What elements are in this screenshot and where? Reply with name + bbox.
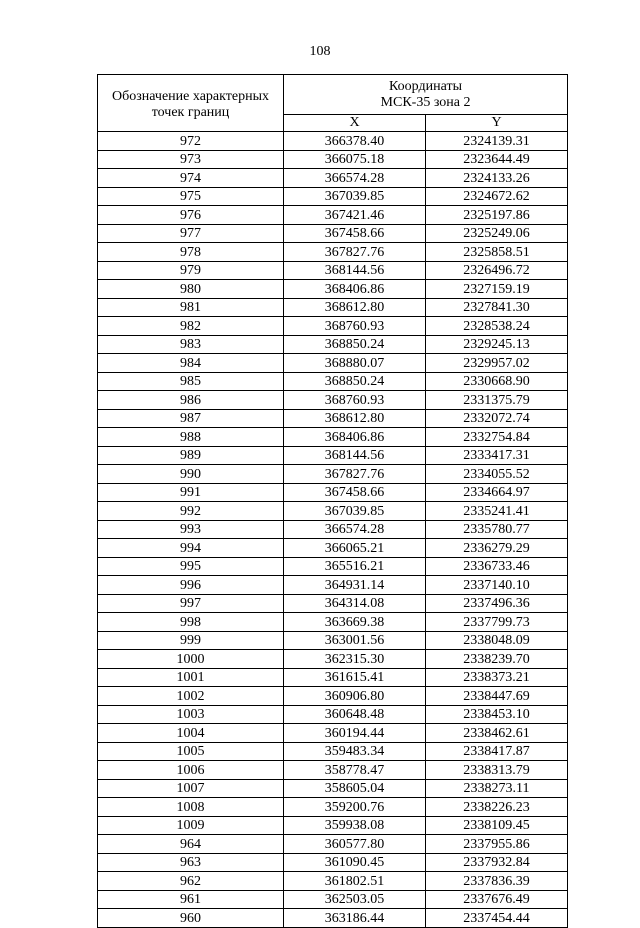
- x-cell: 360194.44: [284, 724, 426, 743]
- x-cell: 368850.24: [284, 372, 426, 391]
- table-row: [98, 298, 568, 317]
- point-cell: 983: [98, 335, 284, 354]
- point-cell: 1001: [98, 668, 284, 687]
- x-cell: 364931.14: [284, 576, 426, 595]
- table-row: [98, 335, 568, 354]
- point-cell: 981: [98, 298, 284, 317]
- y-cell: 2333417.31: [426, 446, 568, 465]
- table-row: [98, 224, 568, 243]
- table-body: [98, 132, 568, 928]
- y-cell: 2335780.77: [426, 520, 568, 539]
- x-cell: 362503.05: [284, 890, 426, 909]
- point-cell: 1007: [98, 779, 284, 798]
- point-cell: 1003: [98, 705, 284, 724]
- point-cell: 992: [98, 502, 284, 521]
- table-row: [98, 761, 568, 780]
- y-cell: 2327841.30: [426, 298, 568, 317]
- y-cell: 2324133.26: [426, 169, 568, 188]
- point-cell: 995: [98, 557, 284, 576]
- table-row: [98, 243, 568, 262]
- y-cell: 2337836.39: [426, 872, 568, 891]
- x-cell: 363001.56: [284, 631, 426, 650]
- point-cell: 963: [98, 853, 284, 872]
- point-cell: 984: [98, 354, 284, 373]
- point-cell: 987: [98, 409, 284, 428]
- table-row: [98, 576, 568, 595]
- x-cell: 358778.47: [284, 761, 426, 780]
- x-cell: 368850.24: [284, 335, 426, 354]
- table-row: [98, 631, 568, 650]
- point-cell: 986: [98, 391, 284, 410]
- x-cell: 363186.44: [284, 909, 426, 928]
- x-cell: 368144.56: [284, 261, 426, 280]
- table-row: [98, 502, 568, 521]
- x-cell: 361090.45: [284, 853, 426, 872]
- x-cell: 368406.86: [284, 280, 426, 299]
- x-cell: 360906.80: [284, 687, 426, 706]
- coordinates-group-header: [284, 75, 568, 115]
- table-row: [98, 798, 568, 817]
- table-row: [98, 539, 568, 558]
- x-cell: 361615.41: [284, 668, 426, 687]
- x-cell: 358605.04: [284, 779, 426, 798]
- x-cell: 366065.21: [284, 539, 426, 558]
- y-cell: 2336733.46: [426, 557, 568, 576]
- x-cell: 360648.48: [284, 705, 426, 724]
- y-cell: 2338239.70: [426, 650, 568, 669]
- table-row: [98, 853, 568, 872]
- x-column-header: X: [284, 114, 426, 131]
- y-cell: 2337496.36: [426, 594, 568, 613]
- point-cell: 994: [98, 539, 284, 558]
- y-cell: 2329957.02: [426, 354, 568, 373]
- x-cell: 368612.80: [284, 298, 426, 317]
- x-cell: 368760.93: [284, 391, 426, 410]
- point-cell: 1008: [98, 798, 284, 817]
- point-cell: 988: [98, 428, 284, 447]
- x-cell: 367458.66: [284, 483, 426, 502]
- y-cell: 2326496.72: [426, 261, 568, 280]
- point-cell: 1009: [98, 816, 284, 835]
- table-row: [98, 687, 568, 706]
- y-cell: 2336279.29: [426, 539, 568, 558]
- point-label-header: Обозначение характерных точек границ: [98, 75, 284, 132]
- y-cell: 2337932.84: [426, 853, 568, 872]
- table-row: [98, 132, 568, 151]
- x-cell: 364314.08: [284, 594, 426, 613]
- table-row: [98, 594, 568, 613]
- y-cell: 2338313.79: [426, 761, 568, 780]
- y-cell: 2337955.86: [426, 835, 568, 854]
- point-cell: 999: [98, 631, 284, 650]
- table-row: [98, 779, 568, 798]
- x-cell: 366574.28: [284, 520, 426, 539]
- point-cell: 996: [98, 576, 284, 595]
- x-cell: 361802.51: [284, 872, 426, 891]
- y-cell: 2337140.10: [426, 576, 568, 595]
- coordinates-title: Координаты: [389, 79, 462, 95]
- table-row: [98, 187, 568, 206]
- y-cell: 2324139.31: [426, 132, 568, 151]
- x-cell: 366574.28: [284, 169, 426, 188]
- point-cell: 961: [98, 890, 284, 909]
- y-cell: 2335241.41: [426, 502, 568, 521]
- point-cell: 982: [98, 317, 284, 336]
- y-cell: 2338417.87: [426, 742, 568, 761]
- y-cell: 2338226.23: [426, 798, 568, 817]
- y-cell: 2329245.13: [426, 335, 568, 354]
- table-row: [98, 169, 568, 188]
- table-row: [98, 872, 568, 891]
- point-cell: 964: [98, 835, 284, 854]
- y-cell: 2338109.45: [426, 816, 568, 835]
- point-cell: 989: [98, 446, 284, 465]
- table-row: [98, 613, 568, 632]
- x-cell: 368880.07: [284, 354, 426, 373]
- y-cell: 2330668.90: [426, 372, 568, 391]
- table-row: [98, 668, 568, 687]
- x-cell: 367039.85: [284, 187, 426, 206]
- x-cell: 362315.30: [284, 650, 426, 669]
- x-cell: 367039.85: [284, 502, 426, 521]
- x-cell: 366075.18: [284, 150, 426, 169]
- table-row: [98, 261, 568, 280]
- y-cell: 2338048.09: [426, 631, 568, 650]
- point-cell: 978: [98, 243, 284, 262]
- page-number: 108: [309, 44, 331, 59]
- point-cell: 979: [98, 261, 284, 280]
- table-row: [98, 409, 568, 428]
- y-cell: 2338462.61: [426, 724, 568, 743]
- point-cell: 1004: [98, 724, 284, 743]
- y-cell: 2325197.86: [426, 206, 568, 225]
- x-cell: 363669.38: [284, 613, 426, 632]
- point-cell: 1002: [98, 687, 284, 706]
- table-row: [98, 909, 568, 928]
- y-cell: 2337799.73: [426, 613, 568, 632]
- table-row: [98, 650, 568, 669]
- table-row: [98, 705, 568, 724]
- y-cell: 2324672.62: [426, 187, 568, 206]
- table-row: [98, 391, 568, 410]
- point-cell: 976: [98, 206, 284, 225]
- point-cell: 972: [98, 132, 284, 151]
- table-row: [98, 890, 568, 909]
- table-row: [98, 483, 568, 502]
- x-cell: 365516.21: [284, 557, 426, 576]
- point-cell: 990: [98, 465, 284, 484]
- point-cell: 991: [98, 483, 284, 502]
- y-cell: 2328538.24: [426, 317, 568, 336]
- y-cell: 2334664.97: [426, 483, 568, 502]
- y-cell: 2325249.06: [426, 224, 568, 243]
- coordinate-system: МСК-35 зона 2: [380, 95, 471, 111]
- y-cell: 2332754.84: [426, 428, 568, 447]
- point-cell: 973: [98, 150, 284, 169]
- y-cell: 2337676.49: [426, 890, 568, 909]
- point-cell: 962: [98, 872, 284, 891]
- point-cell: 975: [98, 187, 284, 206]
- point-cell: 980: [98, 280, 284, 299]
- table-row: [98, 724, 568, 743]
- table-row: [98, 280, 568, 299]
- y-cell: 2338447.69: [426, 687, 568, 706]
- y-cell: 2327159.19: [426, 280, 568, 299]
- table-row: [98, 317, 568, 336]
- x-cell: 367458.66: [284, 224, 426, 243]
- y-cell: 2334055.52: [426, 465, 568, 484]
- x-cell: 368760.93: [284, 317, 426, 336]
- x-cell: 367827.76: [284, 465, 426, 484]
- coordinates-table: [97, 74, 568, 928]
- y-cell: 2325858.51: [426, 243, 568, 262]
- point-cell: 1005: [98, 742, 284, 761]
- x-cell: 368612.80: [284, 409, 426, 428]
- table-row: [98, 150, 568, 169]
- table-row: [98, 557, 568, 576]
- point-cell: 974: [98, 169, 284, 188]
- table-row: [98, 816, 568, 835]
- x-cell: 359200.76: [284, 798, 426, 817]
- x-cell: 367421.46: [284, 206, 426, 225]
- table-header: [98, 75, 568, 132]
- table-row: [98, 428, 568, 447]
- point-cell: 1000: [98, 650, 284, 669]
- table-row: [98, 372, 568, 391]
- x-cell: 366378.40: [284, 132, 426, 151]
- x-cell: 367827.76: [284, 243, 426, 262]
- point-cell: 960: [98, 909, 284, 928]
- x-cell: 368144.56: [284, 446, 426, 465]
- y-cell: 2331375.79: [426, 391, 568, 410]
- point-cell: 993: [98, 520, 284, 539]
- table-row: [98, 446, 568, 465]
- table-row: [98, 520, 568, 539]
- y-cell: 2338273.11: [426, 779, 568, 798]
- point-cell: 977: [98, 224, 284, 243]
- table-row: [98, 465, 568, 484]
- x-cell: 359483.34: [284, 742, 426, 761]
- x-cell: 359938.08: [284, 816, 426, 835]
- table-row: [98, 206, 568, 225]
- y-cell: 2338373.21: [426, 668, 568, 687]
- y-column-header: Y: [426, 114, 568, 131]
- y-cell: 2338453.10: [426, 705, 568, 724]
- point-cell: 997: [98, 594, 284, 613]
- y-cell: 2337454.44: [426, 909, 568, 928]
- y-cell: 2323644.49: [426, 150, 568, 169]
- x-cell: 360577.80: [284, 835, 426, 854]
- table-row: [98, 835, 568, 854]
- table-row: [98, 742, 568, 761]
- point-cell: 998: [98, 613, 284, 632]
- table-row: [98, 354, 568, 373]
- x-cell: 368406.86: [284, 428, 426, 447]
- y-cell: 2332072.74: [426, 409, 568, 428]
- point-cell: 985: [98, 372, 284, 391]
- point-cell: 1006: [98, 761, 284, 780]
